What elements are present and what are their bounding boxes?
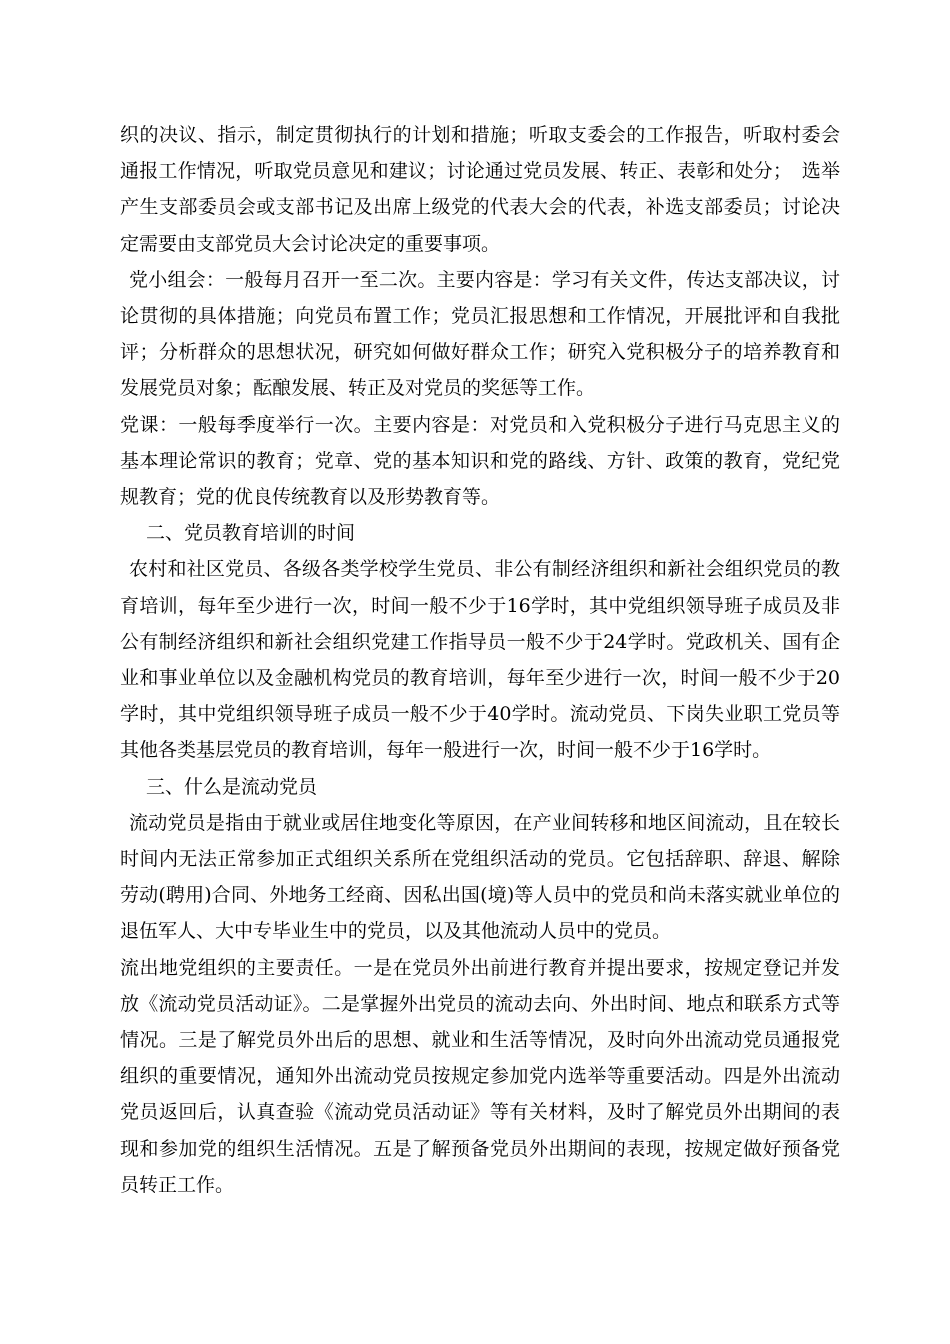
paragraph-training-hours: 农村和社区党员、各级各类学校学生党员、非公有制经济组织和新社会组织党员的教育培训，每年至少进行一次，时间一般不少于16学时，其中党组织领导班子成员及非公有制经济组织和新社会组织党建工作指导员一般不少于24学时。党政机关、国有企业和事业单位以及金融机构党员的教育培训，每年至少进行一次，时间一般不少于20学时，其中党组织领导班子成员一般不少于40学时。流动党员、下岗失业职工党员等其他各类基层党员的教育培训，每年一般进行一次，时间一般不少于16学时。	[120, 558, 840, 762]
paragraph-party-lecture: 党课：一般每季度举行一次。主要内容是：对党员和入党积极分子进行马克思主义的基本理论常识的教育；党章、党的基本知识和党的路线、方针、政策的教育，党纪党规教育；党的优良传统教育以及形势教育等。	[120, 413, 840, 509]
section-heading-training-time: 二、党员教育培训的时间	[146, 522, 356, 545]
paragraph-origin-organization-duties: 流出地党组织的主要责任。一是在党员外出前进行教育并提出要求，按规定登记并发放《流动党员活动证》。二是掌握外出党员的流动去向、外出时间、地点和联系方式等情况。三是了解党员外出后的思想、就业和生活等情况，及时向外出流动党员通报党组织的重要情况，通知外出流动党员按规定参加党内选举等重要活动。四是外出流动党员返回后，认真查验《流动党员活动证》等有关材料，及时了解党员外出期间的表现和参加党的组织生活情况。五是了解预备党员外出期间的表现，按规定做好预备党员转正工作。	[120, 956, 840, 1196]
paragraph-party-group-meeting: 党小组会：一般每月召开一至二次。主要内容是：学习有关文件，传达支部决议，讨论贯彻的具体措施；向党员布置工作；党员汇报思想和工作情况，开展批评和自我批评；分析群众的思想状况，研究如何做好群众工作；研究入党积极分子的培养教育和发展党员对象；酝酿发展、转正及对党员的奖惩等工作。	[120, 268, 840, 400]
document-body	[120, 117, 840, 1203]
section-heading-mobile-members: 三、什么是流动党员	[146, 775, 318, 798]
paragraph-branch-meeting-duties: 织的决议、指示，制定贯彻执行的计划和措施；听取支委会的工作报告，听取村委会通报工作情况，听取党员意见和建议；讨论通过党员发展、转正、表彰和处分； 选举产生支部委员会或支部书记及出席上级党的代表大会的代表，补选支部委员；讨论决定需要由支部党员大会讨论决定的重要事项。	[120, 124, 840, 255]
paragraph-mobile-member-definition: 流动党员是指由于就业或居住地变化等原因，在产业间转移和地区间流动，且在较长时间内无法正常参加正式组织关系所在党组织活动的党员。它包括辞职、辞退、解除劳动(聘用)合同、外地务工经商、因私出国(境)等人员中的党员和尚未落实就业单位的退伍军人、大中专毕业生中的党员，以及其他流动人员中的党员。	[120, 811, 840, 943]
